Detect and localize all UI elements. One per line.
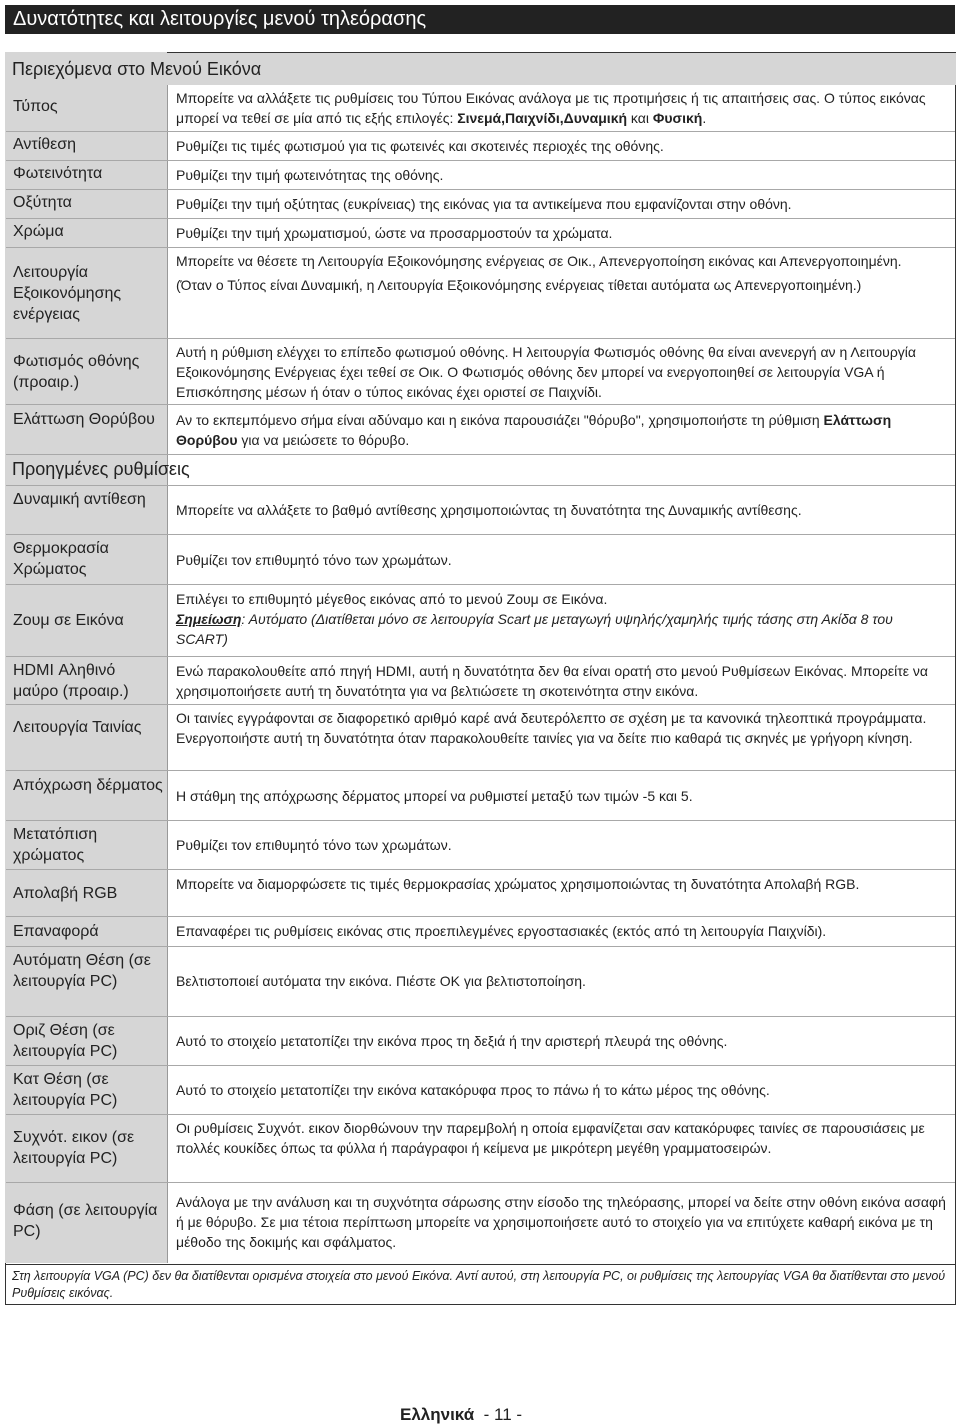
- page-title: Δυνατότητες και λειτουργίες μενού τηλεόρασης: [5, 5, 955, 34]
- row-label-noise-reduction: Ελάττωση Θορύβου: [13, 411, 155, 428]
- row-separator: [6, 485, 955, 486]
- row-desc-h-position: Αυτό το στοιχείο μετατοπίζει την εικόνα προς τη δεξιά ή την αριστερή πλευρά της οθόνης.: [176, 1033, 728, 1049]
- row-desc-skin-tone: Η στάθμη της απόχρωσης δέρματος μπορεί να ρυθμιστεί μεταξύ των τιμών -5 και 5.: [176, 788, 693, 804]
- row-label-color-temp: Θερμοκρασία Χρώματος: [13, 540, 109, 578]
- row-label-sharpness: Οξύτητα: [13, 194, 72, 211]
- page-footer: [400, 1405, 522, 1425]
- row-separator: [6, 1065, 955, 1066]
- row-separator: [6, 1016, 955, 1017]
- footnote-vga: Στη λειτουργία VGA (PC) δεν θα διατίθενται ορισμένα στοιχεία στο μενού Εικόνα. Αντί αυτού, στη λειτουργία PC, οι ρυθμίσεις της λειτουργίας VGA θα διατίθενται στο μενού Ρυθμίσεις εικόνας.: [6, 1264, 955, 1304]
- row-desc-noise-reduction: Αν το εκπεμπόμενο σήμα είναι αδύναμο και η εικόνα παρουσιάζει "θόρυβο", χρησιμοποιήστε τη ρύθμιση Ελάττωση Θορύβου για να μειώσετε το θόρυβο.: [176, 412, 892, 448]
- row-separator: [6, 338, 955, 339]
- row-desc-phase: Ανάλογα με την ανάλυση και τη συχνότητα σάρωσης στην είσοδο της τηλεόρασης, μπορεί να δείτε στην οθόνη εικόνα ασαφή ή με θόρυβο. Σε μια τέτοια περίπτωση μπορείτε να χρησιμοποιήσετε αυτό το στοιχείο για να επιτύχετε καθαρή εικόνα με τη μέθοδο της δοκιμής και σφάλματος.: [176, 1194, 946, 1250]
- row-desc-backlight: Αυτή η ρύθμιση ελέγχει το επίπεδο φωτισμού οθόνης. Η λειτουργία Φωτισμός οθόνης θα είναι ανενεργή αν η Λειτουργία Εξοικονόμησης Ενέργειας έχει τεθεί σε Οικ. Ο Φωτισμός οθόνης δεν μπορεί να ενεργοποιηθεί σε λειτουργία VGA ή Επισκόπησης μέσων ή όταν ο τύπος εικόνας έχει οριστεί σε Παιχνίδι.: [176, 344, 916, 400]
- row-separator: [6, 1182, 955, 1183]
- row-label-color: Χρώμα: [13, 223, 64, 240]
- row-separator: [6, 656, 955, 657]
- row-label-dot-clock: Συχνότ. εικον (σε λειτουργία PC): [13, 1129, 135, 1167]
- row-label-brightness: Φωτεινότητα: [13, 165, 103, 182]
- row-separator: [6, 869, 955, 870]
- row-separator: [6, 247, 955, 248]
- row-desc-film-mode: Οι ταινίες εγγράφονται σε διαφορετικό αριθμό καρέ ανά δευτερόλεπτο σε σχέση με τα κανονικά τηλεοπτικά προγράμματα. Ενεργοποιήστε αυτή τη δυνατότητα όταν παρακολουθείτε ταινίες για να δείτε πιο καθαρά τις σκηνές με γρήγορη κίνηση.: [176, 710, 927, 746]
- row-desc-brightness: Ρυθμίζει την τιμή φωτεινότητας της οθόνης.: [176, 167, 444, 183]
- row-separator: [6, 218, 955, 219]
- row-desc-sharpness: Ρυθμίζει την τιμή οξύτητας (ευκρίνειας) της εικόνας για τα αντικείμενα που εμφανίζονται στην οθόνη.: [176, 196, 792, 212]
- footer-page-number: - 11 -: [483, 1405, 523, 1424]
- row-label-auto-position: Αυτόματη Θέση (σε λειτουργία PC): [13, 952, 151, 990]
- row-label-v-position: Κατ Θέση (σε λειτουργία PC): [13, 1071, 118, 1109]
- row-label-picture-zoom: Ζουμ σε Εικόνα: [13, 612, 124, 629]
- row-label-color-shift: Μετατόπιση χρώματος: [13, 826, 98, 864]
- row-desc-dynamic-contrast: Μπορείτε να αλλάξετε το βαθμό αντίθεσης χρησιμοποιώντας τη δυνατότητα της Δυναμικής αντίθεσης.: [176, 502, 802, 518]
- footer-language: Ελληνικά: [400, 1405, 475, 1424]
- row-desc-hdmi-true-black: Ενώ παρακολουθείτε από πηγή HDMI, αυτή η δυνατότητα δεν θα είναι ορατή στο μενού Ρυθμίσεων Εικόνας. Μπορείτε να χρησιμοποιήσετε αυτή τη δυνατότητα για να βελτιώσετε τη σκοτεινότητα στην εικόνα.: [176, 663, 928, 699]
- row-separator: [6, 534, 955, 535]
- row-desc-color: Ρυθμίζει την τιμή χρωματισμού, ώστε να προσαρμοστούν τα χρώματα.: [176, 225, 613, 241]
- row-desc-color-temp: Ρυθμίζει τον επιθυμητό τόνο των χρωμάτων.: [176, 552, 452, 568]
- row-desc-power-save: Μπορείτε να θέσετε τη Λειτουργία Εξοικονόμησης ενέργειας σε Οικ., Απενεργοποίηση εικόνας και Απενεργοποιημένη. (Όταν ο Τύπος είναι Δυναμική, η Λειτουργία Εξοικονόμησης ενέργειας τίθεται αυτόματα ως Απενεργοποιημένη.): [176, 253, 902, 293]
- row-desc-reset: Επαναφέρει τις ρυθμίσεις εικόνας στις προεπιλεγμένες εργοστασιακές (εκτός από τη λειτουργία Παιχνίδι).: [176, 923, 827, 939]
- section-title-advanced: Προηγμένες ρυθμίσεις: [12, 459, 190, 479]
- row-separator: [6, 454, 955, 455]
- row-label-film-mode: Λειτουργία Ταινίας: [13, 719, 142, 736]
- row-desc-contrast: Ρυθμίζει τις τιμές φωτισμού για τις φωτεινές και σκοτεινές περιοχές της οθόνης.: [176, 138, 664, 154]
- row-label-power-save: Λειτουργία Εξοικονόμησης ενέργειας: [13, 264, 122, 323]
- row-desc-dot-clock: Οι ρυθμίσεις Συχνότ. εικον διορθώνουν την παρεμβολή η οποία εμφανίζεται σαν κατακόρυφες ταινίες σε παρουσιάσεις με πολλές κουκίδες όπως τα φύλλα ή παράγραφοι ή κείμενα με μικρότερη μεγέθη γραμματοσειρών.: [176, 1120, 925, 1156]
- row-desc-color-shift: Ρυθμίζει τον επιθυμητό τόνο των χρωμάτων.: [176, 837, 452, 853]
- row-separator: [6, 160, 955, 161]
- row-separator: [6, 584, 955, 585]
- section-title-picture-menu: Περιεχόμενα στο Μενού Εικόνα: [12, 59, 262, 79]
- row-label-reset: Επαναφορά: [13, 923, 99, 940]
- row-desc-type: Μπορείτε να αλλάξετε τις ρυθμίσεις του Τύπου Εικόνας ανάλογα με τις προτιμήσεις ή τις απαιτήσεις σας. Ο τύπος εικόνας μπορεί να τεθεί σε μία από τις εξής επιλογές: Σινεμά,Παιχνίδι,Δυναμική και Φυσική.: [176, 90, 926, 126]
- row-label-hdmi-true-black: HDMI Αληθινό μαύρο (προαιρ.): [13, 662, 129, 700]
- row-separator: [6, 820, 955, 821]
- column-divider: [167, 85, 168, 1263]
- row-separator: [6, 189, 955, 190]
- row-label-type: Τύπος: [13, 98, 58, 115]
- row-separator: [6, 916, 955, 917]
- row-separator: [6, 704, 955, 705]
- row-label-contrast: Αντίθεση: [13, 136, 77, 153]
- row-label-dynamic-contrast: Δυναμική αντίθεση: [13, 491, 146, 508]
- row-label-phase: Φάση (σε λειτουργία PC): [13, 1202, 158, 1240]
- row-label-backlight: Φωτισμός οθόνης (προαιρ.): [13, 353, 140, 391]
- row-label-h-position: Οριζ Θέση (σε λειτουργία PC): [13, 1022, 118, 1060]
- row-desc-auto-position: Βελτιστοποιεί αυτόματα την εικόνα. Πιέστε OK για βελτιστοποίηση.: [176, 973, 586, 989]
- row-label-skin-tone: Απόχρωση δέρματος: [13, 777, 163, 794]
- row-separator: [6, 770, 955, 771]
- row-desc-rgb-gain: Μπορείτε να διαμορφώσετε τις τιμές θερμοκρασίας χρώματος χρησιμοποιώντας τη δυνατότητα Απολαβή RGB.: [176, 876, 860, 892]
- row-separator: [6, 131, 955, 132]
- row-separator: [6, 946, 955, 947]
- row-separator: [6, 1114, 955, 1115]
- row-desc-picture-zoom: Επιλέγει το επιθυμητό μέγεθος εικόνας από το μενού Ζουμ σε Εικόνα. Σημείωση: Αυτόματο (Διατίθεται μόνο σε λειτουργία Scart με μεταγωγή υψηλής/χαμηλής τιμής τάσης στη Ακίδα 8 του SCART): [176, 591, 893, 647]
- row-desc-v-position: Αυτό το στοιχείο μετατοπίζει την εικόνα κατακόρυφα προς το πάνω ή το κάτω μέρος της οθόνης.: [176, 1082, 770, 1098]
- row-separator: [6, 404, 955, 405]
- row-label-rgb-gain: Απολαβή RGB: [13, 885, 118, 902]
